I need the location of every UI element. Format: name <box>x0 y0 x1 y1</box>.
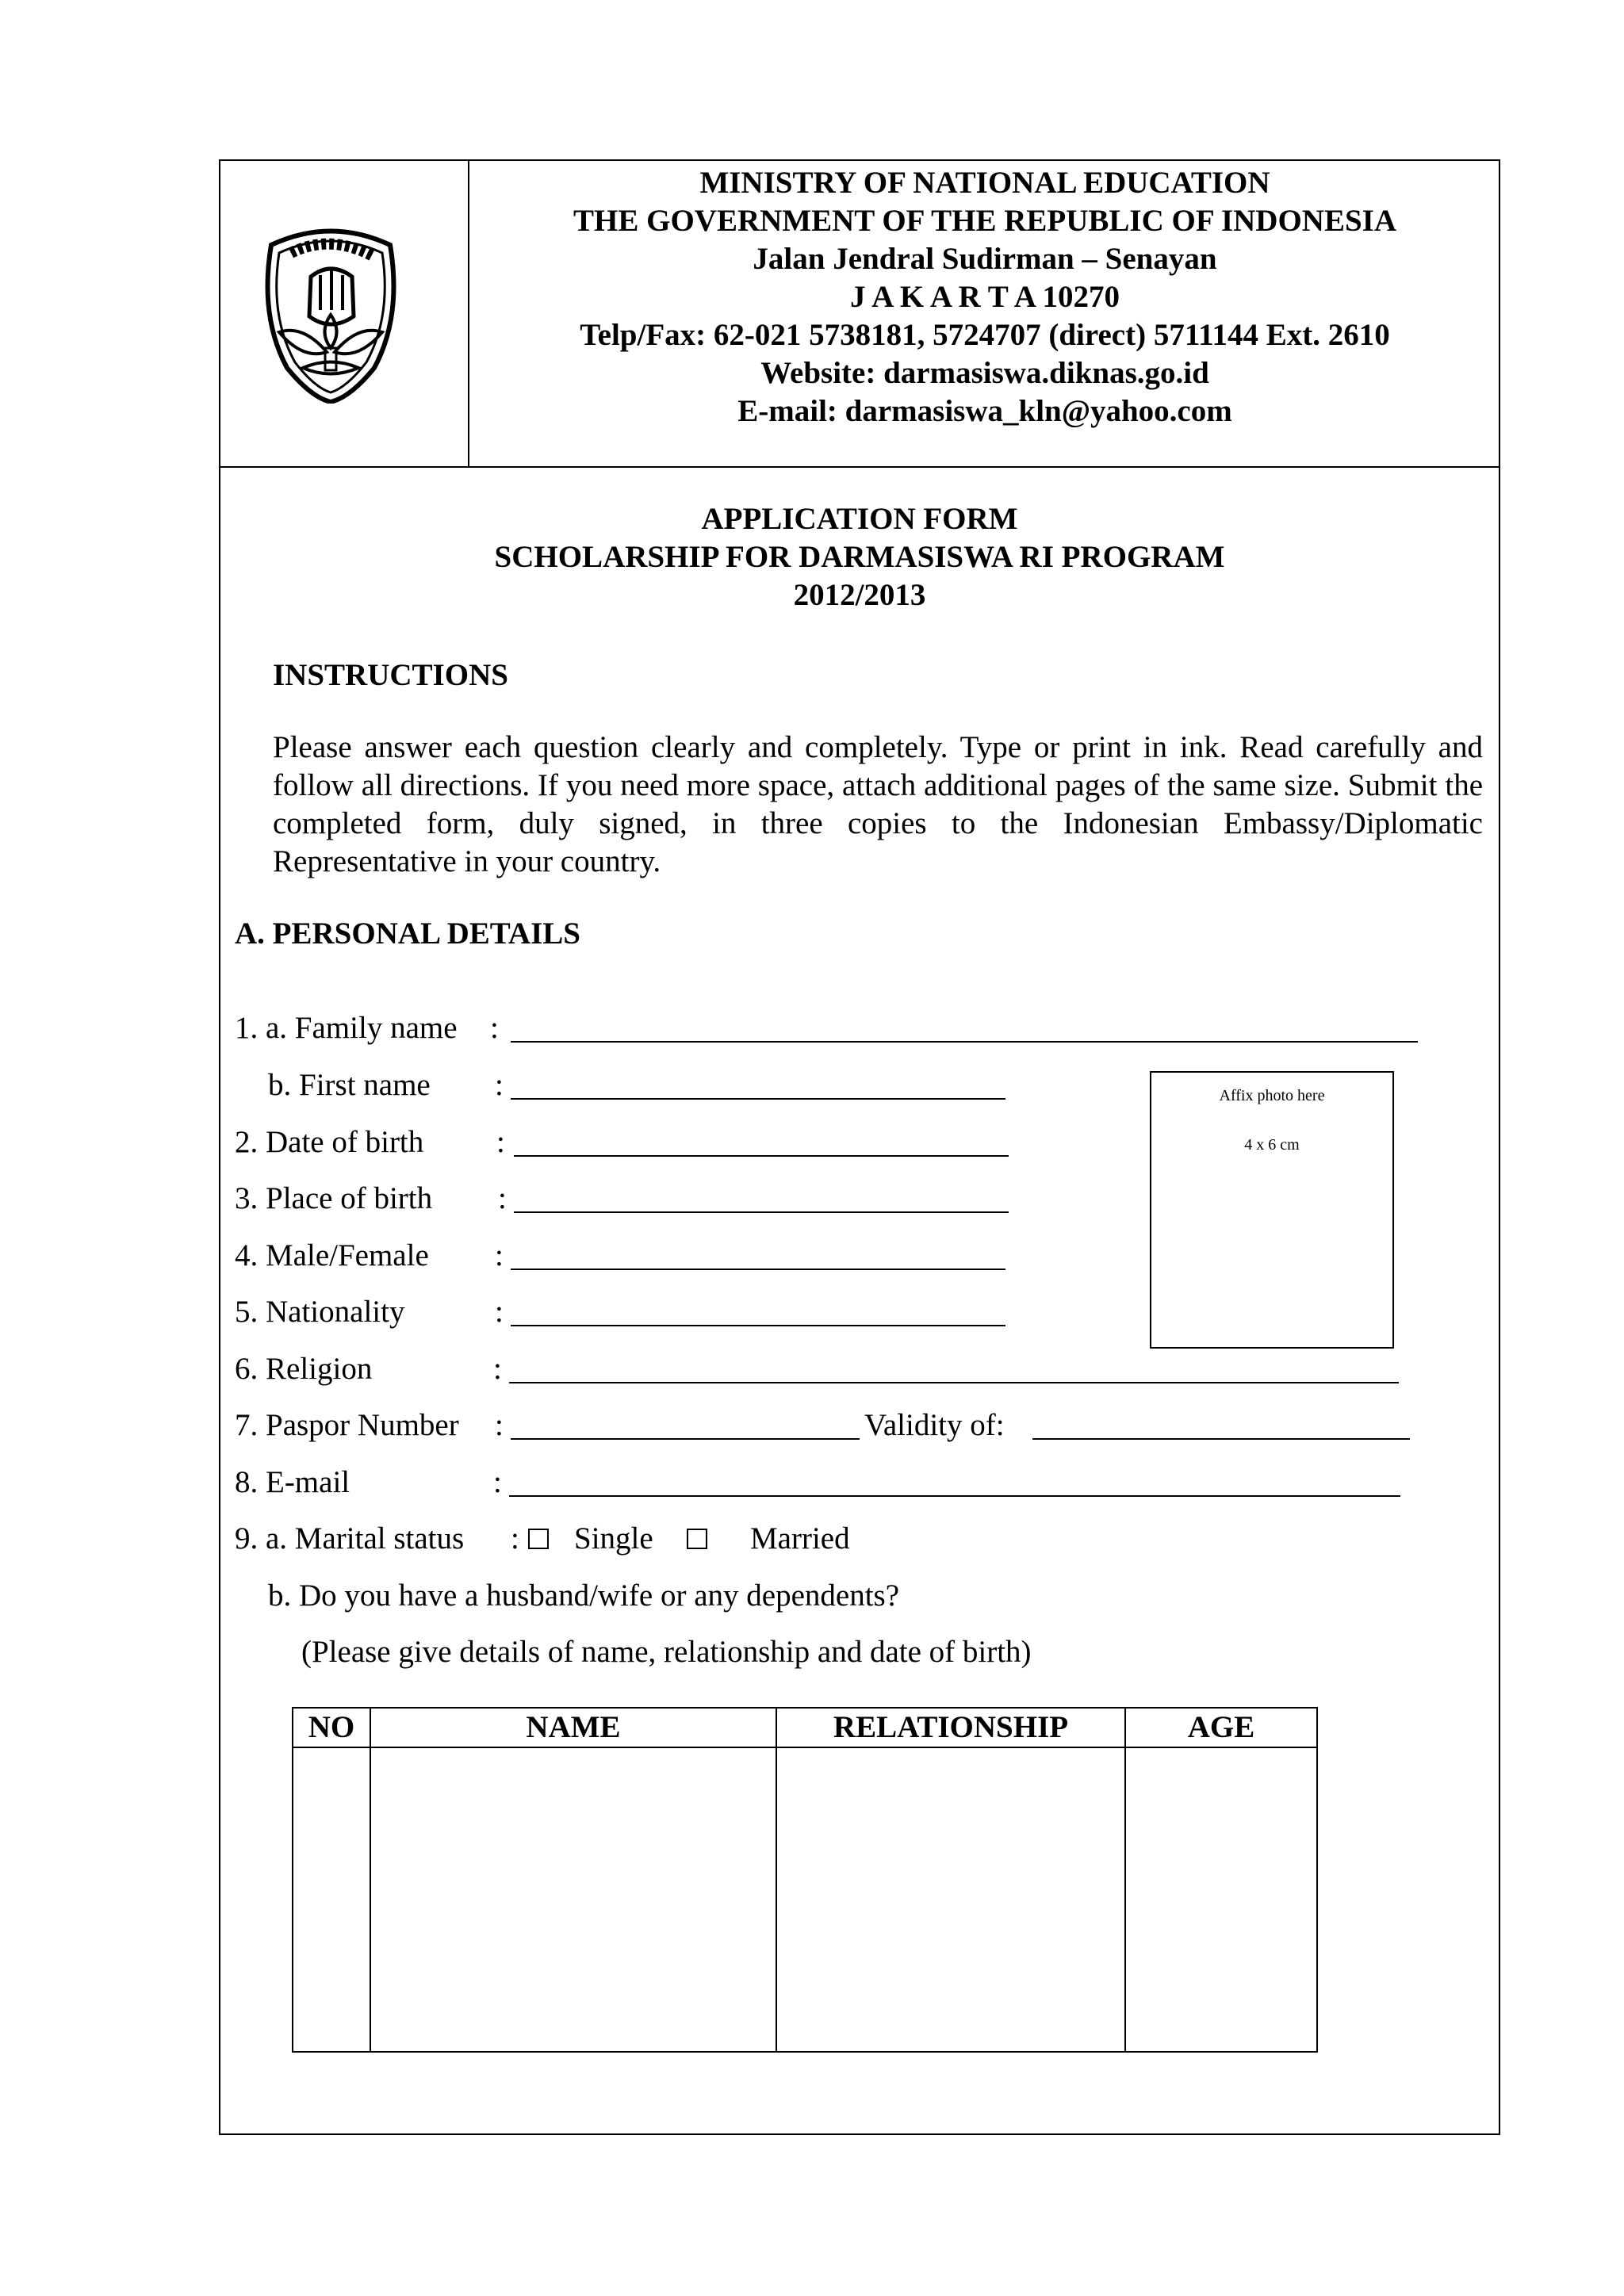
field-colon: : <box>490 1011 499 1045</box>
validity-label: Validity of: <box>864 1408 1005 1442</box>
gender-input-line[interactable] <box>511 1269 1005 1270</box>
religion-input-line[interactable] <box>509 1382 1399 1383</box>
photo-size: 4 x 6 cm <box>1244 1136 1300 1154</box>
marital-status-label: 9. a. Marital status <box>235 1521 465 1556</box>
validity-input-line[interactable] <box>1032 1438 1410 1440</box>
date-of-birth-label: 2. Date of birth <box>235 1125 424 1159</box>
street-address: Jalan Jendral Sudirman – Senayan <box>753 242 1217 276</box>
dependents-table <box>292 1707 1318 2053</box>
field-colon: : <box>495 1295 504 1329</box>
photo-placeholder[interactable] <box>1150 1071 1394 1349</box>
single-label: Single <box>574 1521 653 1556</box>
form-title: APPLICATION FORM <box>701 502 1018 536</box>
header-name: NAME <box>370 1708 776 1747</box>
field-colon: : <box>495 1068 504 1102</box>
phone-fax: Telp/Fax: 62-021 5738181, 5724707 (direct) 5711144 Ext. 2610 <box>580 318 1390 352</box>
field-colon: : <box>495 1408 504 1442</box>
gender-label: 4. Male/Female <box>235 1238 429 1272</box>
place-of-birth-label: 3. Place of birth <box>235 1181 433 1215</box>
photo-instruction: Affix photo here <box>1219 1087 1325 1104</box>
single-checkbox[interactable] <box>528 1520 549 1558</box>
header-no: NO <box>293 1708 370 1747</box>
email-label: 8. E-mail <box>235 1465 350 1499</box>
married-checkbox[interactable] <box>687 1520 707 1558</box>
instructions-text: Please answer each question clearly and completely. Type or print in ink. Read carefully and follow all directions. If you need more space, attach additional pages of the same size. Submit the completed form, duly signed, in three copies to the Indonesian Embassy/Diplomatic Representative in your country. <box>273 730 1483 878</box>
letterhead <box>469 161 1500 466</box>
field-colon: : <box>493 1352 502 1386</box>
form-subtitle: SCHOLARSHIP FOR DARMASISWA RI PROGRAM <box>494 540 1225 574</box>
field-colon: : <box>498 1181 507 1215</box>
field-colon: : <box>495 1238 504 1272</box>
field-colon: : <box>496 1125 505 1159</box>
form-year: 2012/2013 <box>793 578 926 612</box>
ministry-name: MINISTRY OF NATIONAL EDUCATION <box>699 166 1270 200</box>
family-name-label: 1. a. Family name <box>235 1011 458 1045</box>
passport-number-input-line[interactable] <box>511 1438 860 1440</box>
header-age: AGE <box>1125 1708 1317 1747</box>
city-postcode: J A K A R T A 10270 <box>850 280 1120 314</box>
date-of-birth-input-line[interactable] <box>514 1155 1009 1157</box>
place-of-birth-input-line[interactable] <box>514 1211 1009 1213</box>
cell-name[interactable] <box>370 1747 776 2052</box>
tut-wuri-handayani-logo-icon <box>255 221 406 404</box>
nationality-input-line[interactable] <box>511 1325 1005 1326</box>
header-relationship: RELATIONSHIP <box>776 1708 1125 1747</box>
cell-no[interactable] <box>293 1747 370 2052</box>
cell-age[interactable] <box>1125 1747 1317 2052</box>
form-page <box>219 159 1500 2135</box>
religion-label: 6. Religion <box>235 1352 373 1386</box>
cell-relationship[interactable] <box>776 1747 1125 2052</box>
government-name: THE GOVERNMENT OF THE REPUBLIC OF INDONESIA <box>573 204 1396 238</box>
table-header-row <box>293 1708 1317 1747</box>
field-colon: : <box>511 1521 519 1556</box>
header-divider <box>220 466 1499 468</box>
first-name-label: b. First name <box>268 1068 431 1102</box>
dependents-note: (Please give details of name, relationship and date of birth) <box>301 1635 1032 1669</box>
passport-number-label: 7. Paspor Number <box>235 1408 459 1442</box>
dependents-question: b. Do you have a husband/wife or any dependents? <box>268 1578 900 1613</box>
section-a-heading: A. PERSONAL DETAILS <box>235 916 580 951</box>
field-colon: : <box>493 1465 502 1499</box>
family-name-input-line[interactable] <box>511 1041 1418 1043</box>
table-row <box>293 1747 1317 2052</box>
email-input-line[interactable] <box>509 1495 1400 1497</box>
nationality-label: 5. Nationality <box>235 1295 405 1329</box>
email-address: E-mail: darmasiswa_kln@yahoo.com <box>737 394 1232 428</box>
website: Website: darmasiswa.diknas.go.id <box>760 356 1209 390</box>
married-label: Married <box>750 1521 850 1556</box>
first-name-input-line[interactable] <box>511 1098 1005 1100</box>
instructions-heading: INSTRUCTIONS <box>273 658 508 692</box>
